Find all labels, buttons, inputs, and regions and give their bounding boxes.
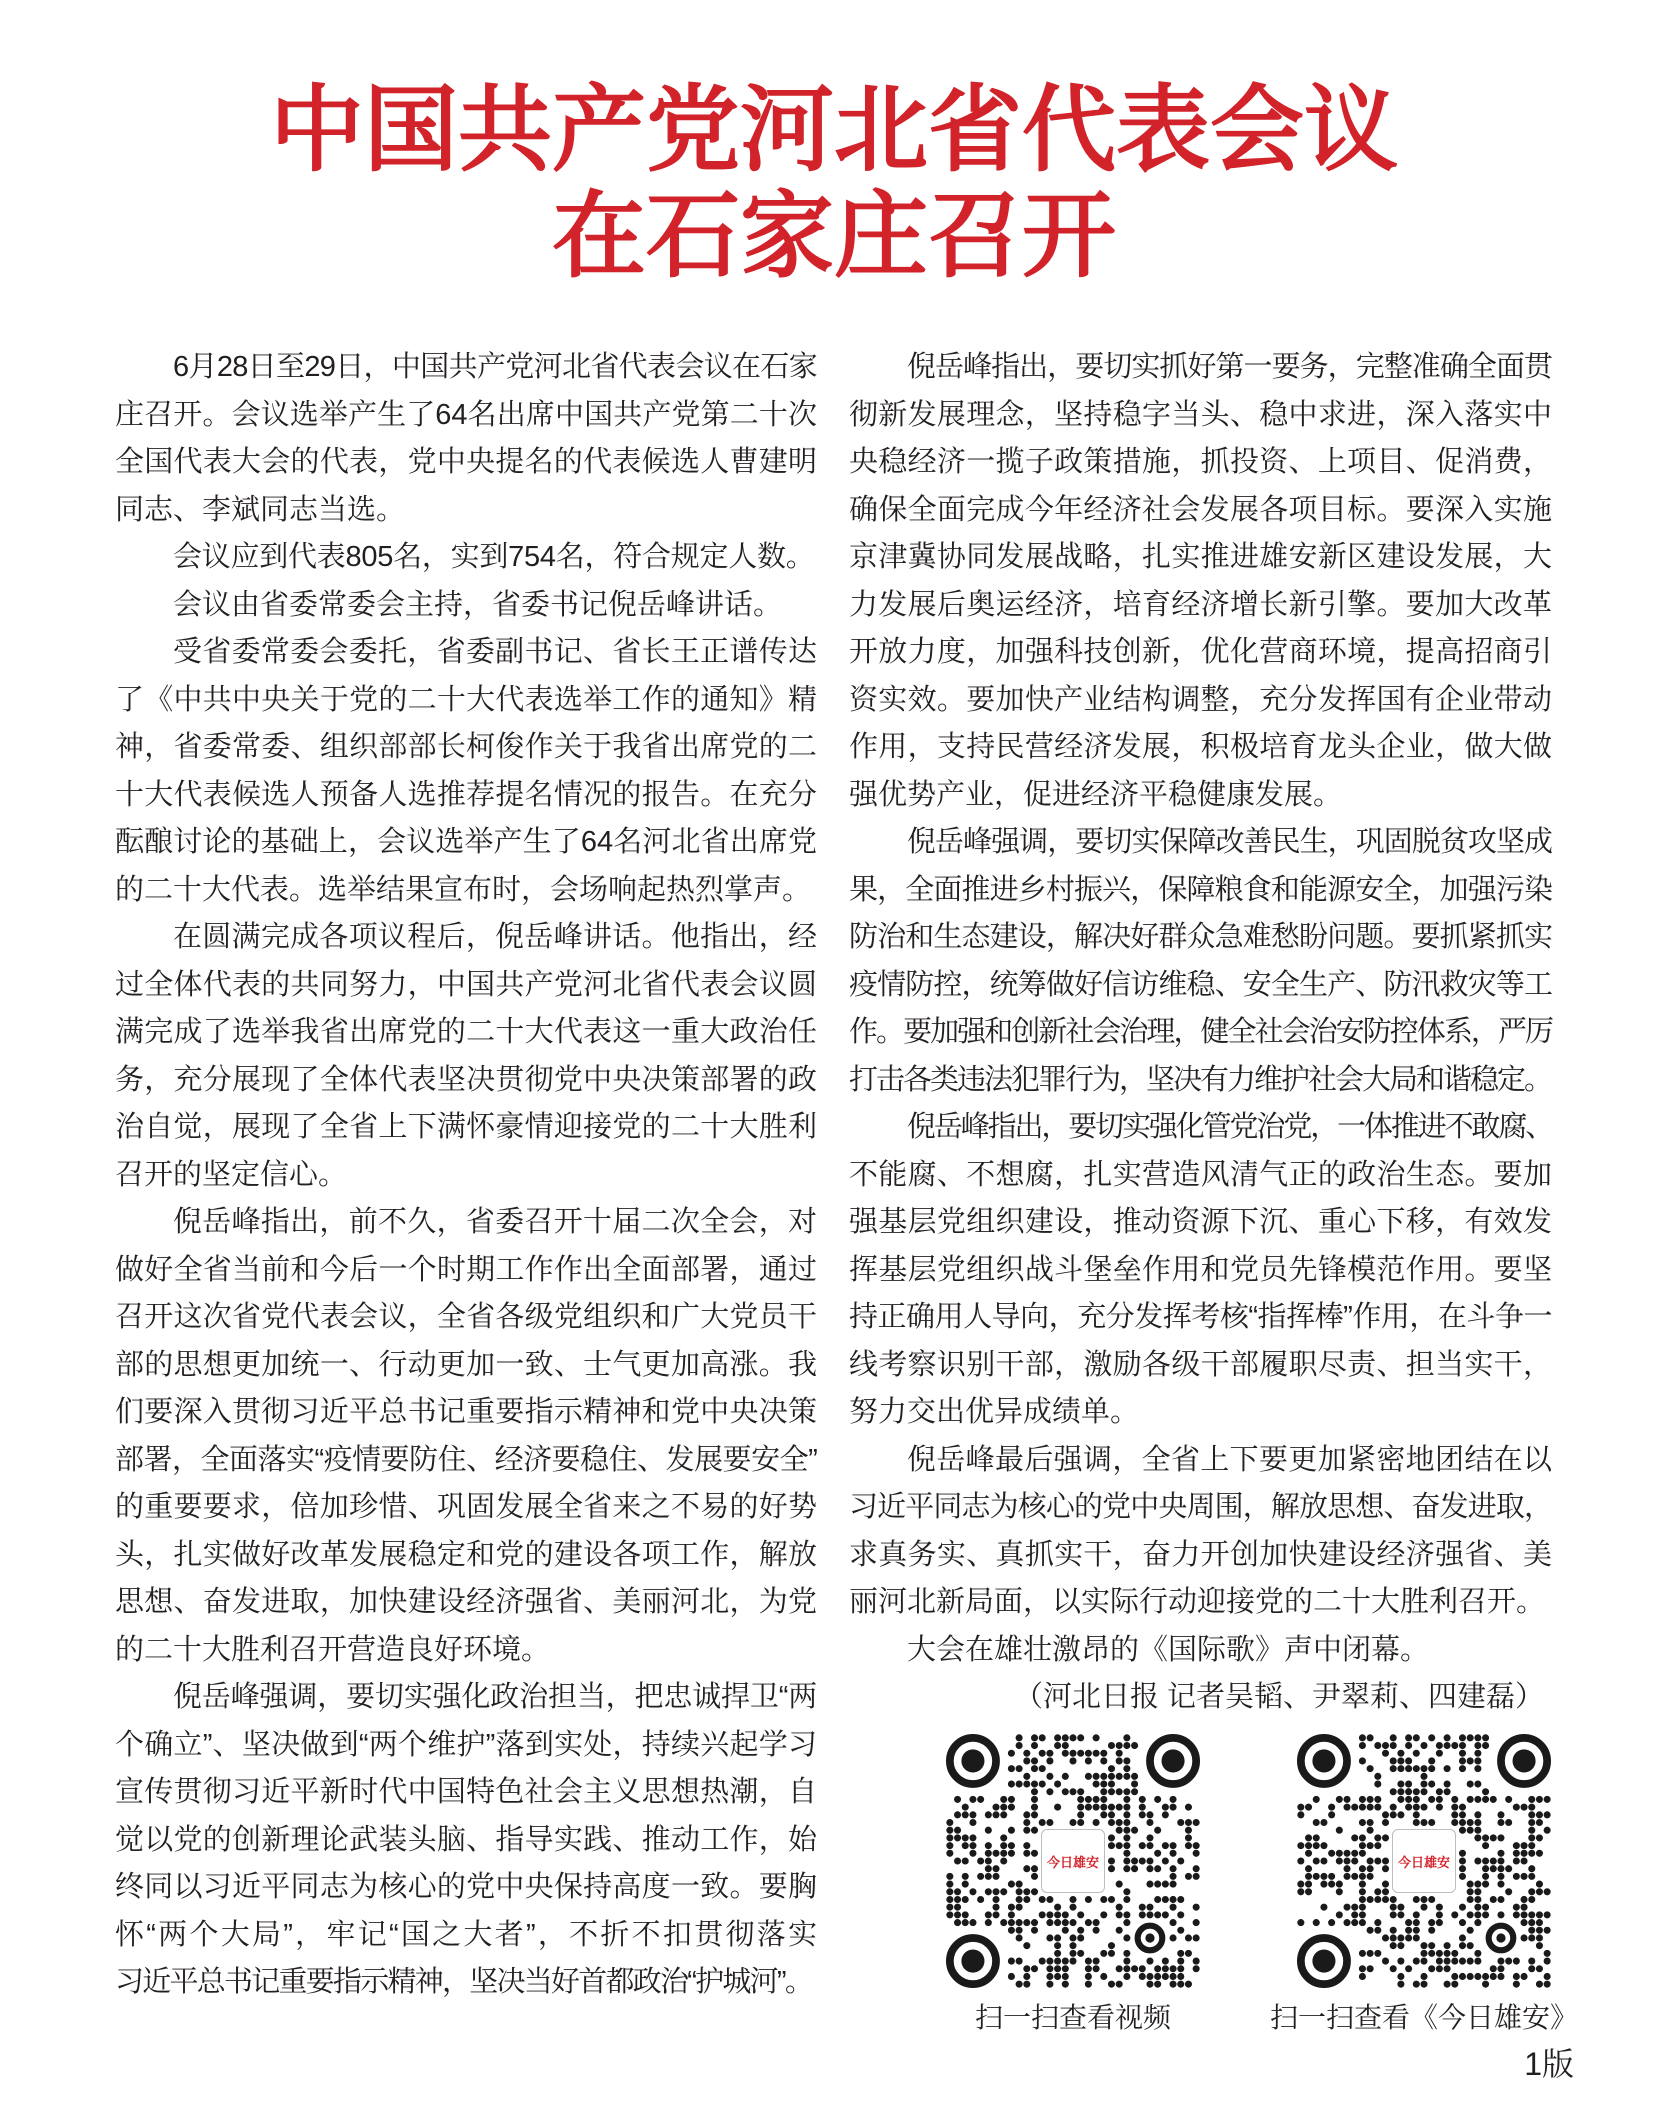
- text-line: 部署，全面落实“疫情要防住、经济要稳住、发展要安全”: [115, 1443, 817, 1476]
- article-paragraph: [849, 1104, 1552, 1437]
- text-line: 习近平总书记重要指示精神，坚决当好首都政治“护城河”。: [115, 1966, 813, 1998]
- text-line: 开放力度，加强科技创新，优化营商环境，提高招商引: [849, 636, 1552, 668]
- qr-code-jinri-xiongan: [1269, 1734, 1579, 2033]
- text-line: 十大代表候选人预备人选推荐提名情况的报告。在充分: [115, 778, 817, 811]
- text-line: 召开这次省党代表会议，全省各级党组织和广大党员干: [115, 1301, 817, 1333]
- text-line: 求真务实、真抓实干，奋力开创加快建设经济强省、美: [849, 1538, 1552, 1571]
- text-line: 部的思想更加统一、行动更加一致、士气更加高涨。我: [115, 1348, 817, 1381]
- qr-logo: [1041, 1829, 1105, 1893]
- article-column-left: [115, 344, 817, 2007]
- qr-caption: 扫一扫查看《今日雄安》: [1269, 2002, 1579, 2033]
- qr-alignment-pattern: [1138, 1926, 1163, 1951]
- headline: [0, 77, 1654, 289]
- article-paragraphs: [849, 344, 1552, 1674]
- headline-line-1: 中国共产党河北省代表会议: [269, 75, 1398, 185]
- qr-finder-pattern: [1301, 1738, 1347, 1784]
- text-line: 了《中共中央关于党的二十大代表选举工作的通知》精: [115, 683, 817, 716]
- text-line: 做好全省当前和今后一个时期工作作出全面部署，通过: [115, 1253, 817, 1286]
- text-line: 疫情防控，统筹做好信访维稳、安全生产、防汛救灾等工: [849, 968, 1552, 1001]
- qr-finder-pattern: [1150, 1738, 1196, 1784]
- text-line: 央稳经济一揽子政策措施，抓投资、上项目、促消费，: [849, 446, 1552, 478]
- text-line: 力发展后奥运经济，培育经济增长新引擎。要加大改革: [849, 588, 1552, 621]
- text-line: 线考察识别干部，激励各级干部履职尽责、担当实干，: [849, 1348, 1552, 1381]
- text-line: 会议由省委常委会主持，省委书记倪岳峰讲话。: [173, 588, 783, 621]
- text-line: 努力交出优异成绩单。: [849, 1396, 1140, 1428]
- text-line: 头，扎实做好改革发展稳定和党的建设各项工作，解放: [115, 1538, 817, 1571]
- text-line: 觉以党的创新理论武装头脑、指导实践、推动工作，始: [115, 1823, 817, 1856]
- text-line: 思想、奋发进取，加快建设经济强省、美丽河北，为党: [115, 1586, 817, 1618]
- text-line: 倪岳峰指出，要切实强化管党治党，一体推进不敢腐、: [907, 1111, 1552, 1143]
- text-line: 召开的坚定信心。: [115, 1158, 348, 1191]
- text-line: 果，全面推进乡村振兴，保障粮食和能源安全，加强污染: [849, 873, 1552, 906]
- text-line: 怀“两个大局”，牢记“国之大者”，不折不扣贯彻落实: [115, 1918, 817, 1951]
- article-column-right: [849, 344, 1552, 1722]
- text-line: 满完成了选举我省出席党的二十大代表这一重大政治任: [115, 1016, 817, 1048]
- text-line: 倪岳峰强调，要切实保障改善民生，巩固脱贫攻坚成: [907, 826, 1552, 858]
- text-line: 同志、李斌同志当选。: [115, 493, 406, 526]
- text-line: 受省委常委会委托，省委副书记、省长王正谱传达: [173, 636, 817, 668]
- qr-code-video: [946, 1734, 1200, 2033]
- text-line: 的重要要求，倍加珍惜、巩固发展全省来之不易的好势: [115, 1491, 817, 1523]
- article-paragraph: [115, 582, 817, 630]
- headline-line-2: 在石家庄召开: [551, 181, 1116, 291]
- text-line: 6月28日至29日，中国共产党河北省代表会议在石家: [173, 351, 817, 383]
- article-paragraph: [115, 1199, 817, 1674]
- text-line: 会议应到代表805名，实到754名，符合规定人数。: [173, 541, 815, 573]
- article-paragraph: [849, 344, 1552, 819]
- qr-finder-pattern: [950, 1938, 996, 1984]
- text-line: 强优势产业，促进经济平稳健康发展。: [849, 778, 1343, 811]
- qr-finder-pattern: [950, 1738, 996, 1784]
- text-line: 不能腐、不想腐，扎实营造风清气正的政治生态。要加: [849, 1158, 1552, 1191]
- article-paragraph: [849, 1627, 1552, 1675]
- text-line: 庄召开。会议选举产生了64名出席中国共产党第二十次: [115, 398, 817, 431]
- text-line: 确保全面完成今年经济社会发展各项目标。要深入实施: [849, 493, 1552, 526]
- qr-finder-pattern: [1301, 1938, 1347, 1984]
- text-line: 倪岳峰指出，要切实抓好第一要务，完整准确全面贯: [907, 351, 1552, 383]
- qr-caption: 扫一扫查看视频: [974, 2002, 1172, 2033]
- article-paragraph: [115, 344, 817, 534]
- text-line: 防治和生态建设，解决好群众急难愁盼问题。要抓紧抓实: [849, 921, 1552, 953]
- text-line: 在圆满完成各项议程后，倪岳峰讲话。他指出，经: [173, 921, 817, 953]
- text-line: 习近平同志为核心的党中央周围，解放思想、奋发进取，: [849, 1491, 1552, 1523]
- qr-alignment-pattern: [1489, 1926, 1514, 1951]
- text-line: 大会在雄壮激昂的《国际歌》声中闭幕。: [907, 1633, 1430, 1666]
- qr-logo-text: 今日雄安: [1397, 1855, 1450, 1871]
- qr-finder-pattern: [1501, 1738, 1547, 1784]
- qr-logo: [1392, 1829, 1456, 1893]
- text-line: 打击各类违法犯罪行为，坚决有力维护社会大局和谐稳定。: [849, 1063, 1552, 1096]
- byline: （河北日报 记者吴韬、尹翠莉、四建磊）: [1013, 1681, 1544, 1713]
- text-line: 彻新发展理念，坚持稳字当头、稳中求进，深入落实中: [849, 398, 1552, 431]
- article-paragraph: [115, 1674, 817, 2007]
- text-line: 倪岳峰最后强调，全省上下要更加紧密地团结在以: [907, 1443, 1552, 1476]
- text-line: 务，充分展现了全体代表坚决贯彻党中央决策部署的政: [115, 1063, 817, 1096]
- text-line: 强基层党组织建设，推动资源下沉、重心下移，有效发: [849, 1206, 1552, 1238]
- article-paragraph: [115, 914, 817, 1199]
- text-line: 们要深入贯彻习近平总书记重要指示精神和党中央决策: [115, 1396, 817, 1428]
- article-paragraph: [849, 819, 1552, 1104]
- text-line: 作。要加强和创新社会治理，健全社会治安防控体系，严厉: [849, 1016, 1552, 1048]
- text-line: 挥基层党组织战斗堡垒作用和党员先锋模范作用。要坚: [849, 1253, 1552, 1286]
- text-line: 的二十大胜利召开营造良好环境。: [115, 1633, 551, 1666]
- text-line: 资实效。要加快产业结构调整，充分发挥国有企业带动: [849, 683, 1552, 716]
- text-line: 京津冀协同发展战略，扎实推进雄安新区建设发展，大: [849, 541, 1552, 573]
- text-line: 倪岳峰指出，前不久，省委召开十届二次全会，对: [173, 1206, 817, 1238]
- text-line: 终同以习近平同志为核心的党中央保持高度一致。要胸: [115, 1871, 817, 1903]
- article-paragraph: [849, 1437, 1552, 1627]
- text-line: 丽河北新局面，以实际行动迎接党的二十大胜利召开。: [849, 1586, 1546, 1618]
- page-number: 1版: [1524, 2046, 1574, 2082]
- text-line: 神，省委常委、组织部部长柯俊作关于我省出席党的二: [115, 731, 817, 763]
- article-paragraph: [115, 629, 817, 914]
- text-line: 个确立”、坚决做到“两个维护”落到实处，持续兴起学习: [115, 1728, 817, 1761]
- text-line: 酝酿讨论的基础上，会议选举产生了64名河北省出席党: [115, 826, 817, 858]
- text-line: 宣传贯彻习近平新时代中国特色社会主义思想热潮，自: [115, 1776, 817, 1808]
- text-line: 的二十大代表。选举结果宣布时，会场响起热烈掌声。: [115, 873, 812, 906]
- text-line: 全国代表大会的代表，党中央提名的代表候选人曹建明: [115, 446, 817, 478]
- article-paragraph: [115, 534, 817, 582]
- text-line: 倪岳峰强调，要切实强化政治担当，把忠诚捍卫“两: [173, 1681, 817, 1713]
- qr-logo-text: 今日雄安: [1046, 1855, 1099, 1871]
- text-line: 持正确用人导向，充分发挥考核“指挥棒”作用，在斗争一: [849, 1301, 1552, 1333]
- text-line: 治自觉，展现了全省上下满怀豪情迎接党的二十大胜利: [115, 1111, 817, 1143]
- text-line: 过全体代表的共同努力，中国共产党河北省代表会议圆: [115, 968, 817, 1001]
- text-line: 作用，支持民营经济发展，积极培育龙头企业，做大做: [849, 731, 1552, 763]
